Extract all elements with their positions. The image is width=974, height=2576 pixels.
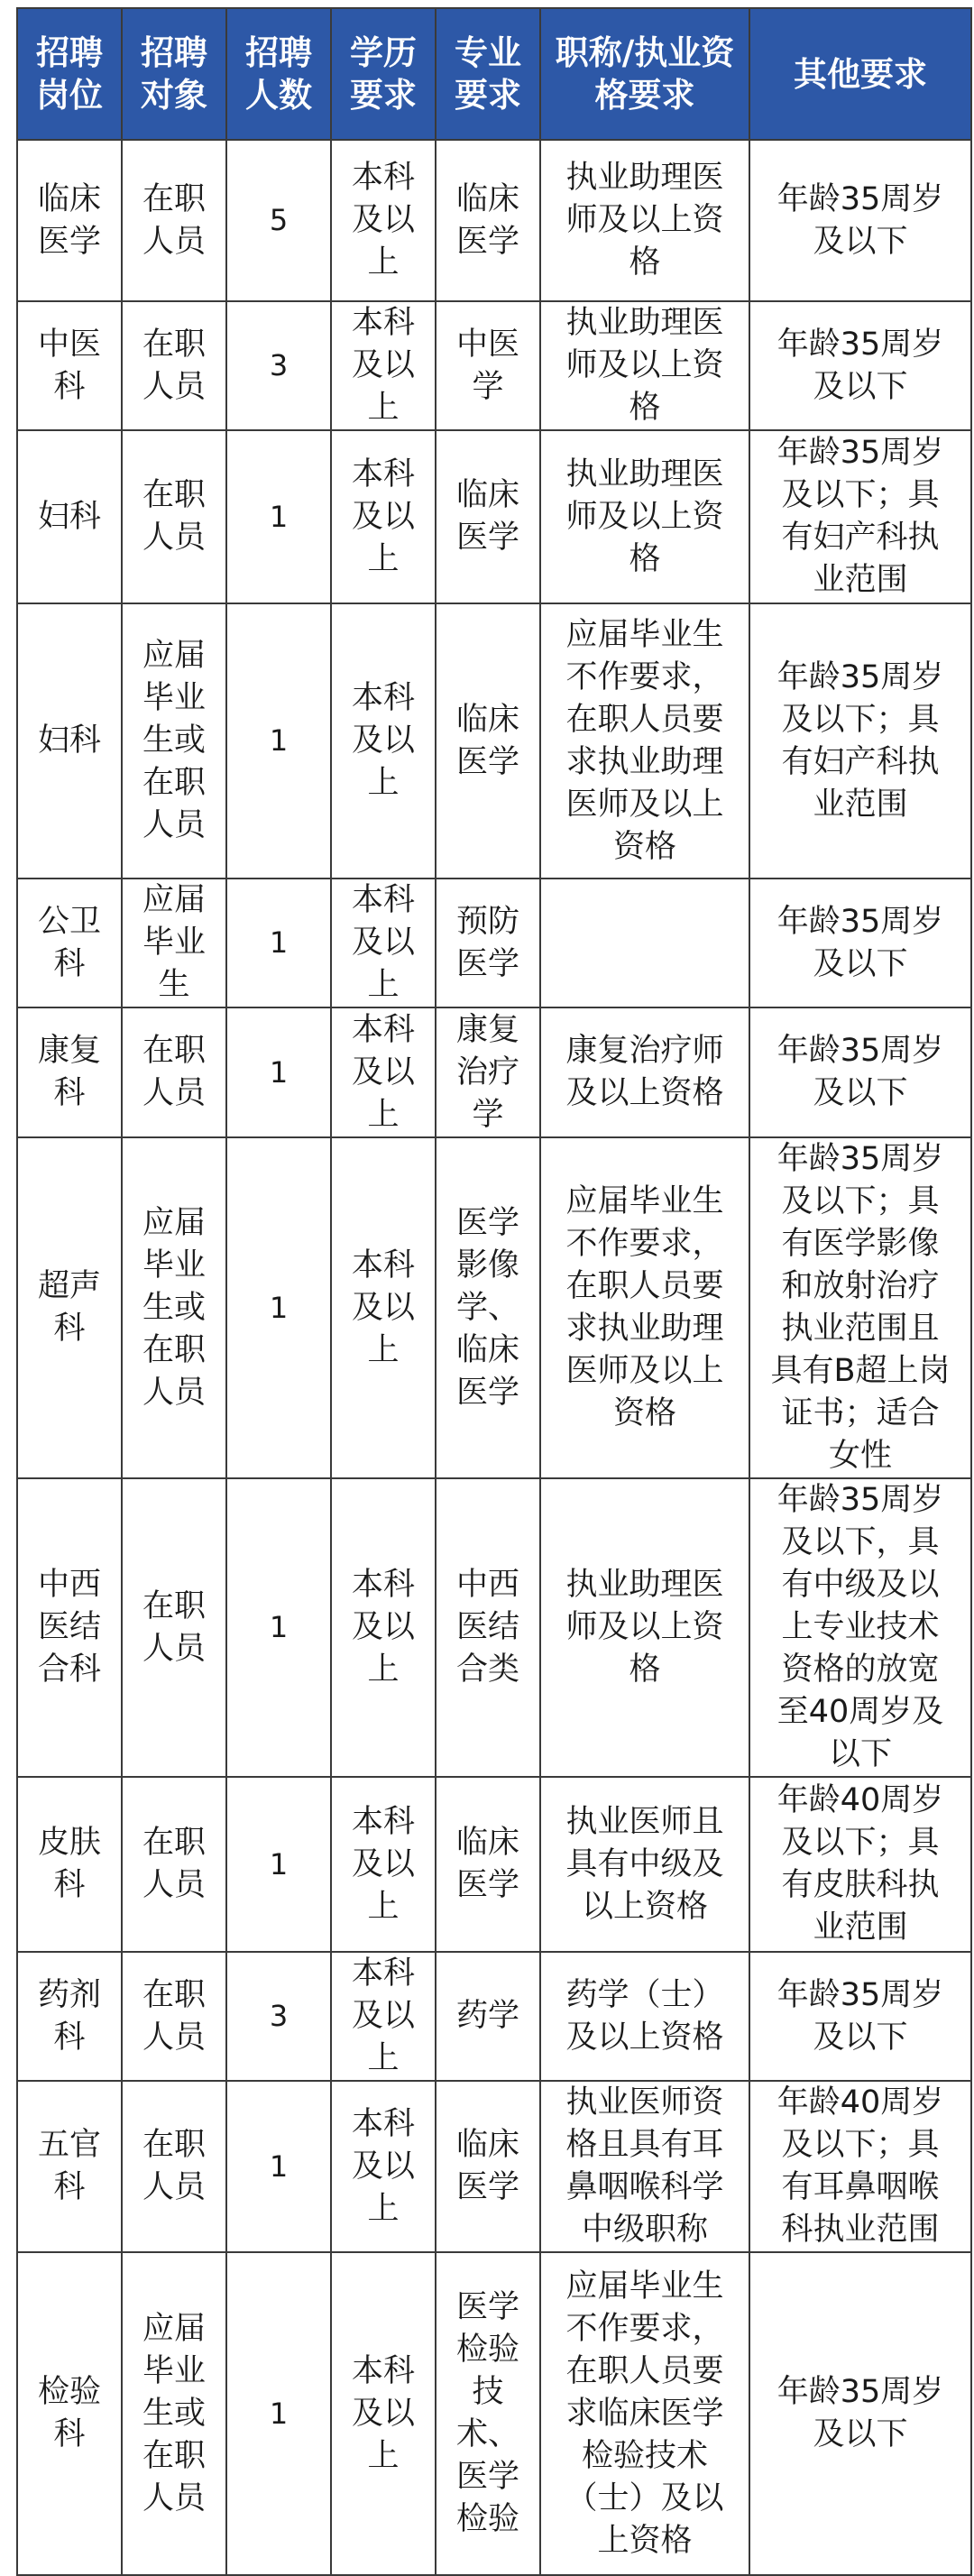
table-row (17, 2081, 971, 2252)
cell-count: 3 (226, 301, 331, 430)
table-row (17, 1007, 971, 1137)
cell-major: 临床医学 (436, 2081, 540, 2252)
cell-major: 医学检验技术、医学检验 (436, 2252, 540, 2575)
cell-target: 在职人员 (122, 1007, 226, 1137)
cell-other: 年龄35周岁及以下；具有医学影像和放射治疗执业范围且具有B超上岗证书；适合女性 (749, 1137, 971, 1478)
cell-education: 本科及以上 (331, 430, 436, 603)
cell-post: 妇科 (17, 430, 122, 603)
cell-target: 在职人员 (122, 2081, 226, 2252)
cell-count: 1 (226, 2081, 331, 2252)
cell-target: 在职人员 (122, 1478, 226, 1777)
table-row (17, 1777, 971, 1952)
cell-qualification: 康复治疗师及以上资格 (540, 1007, 749, 1137)
cell-qualification: 执业助理医师及以上资格 (540, 140, 749, 301)
cell-other: 年龄35周岁及以下 (749, 1007, 971, 1137)
cell-count: 1 (226, 1007, 331, 1137)
cell-major: 临床医学 (436, 140, 540, 301)
cell-education: 本科及以上 (331, 1952, 436, 2081)
cell-post: 皮肤科 (17, 1777, 122, 1952)
cell-post: 检验科 (17, 2252, 122, 2575)
cell-major: 临床医学 (436, 430, 540, 603)
cell-count: 1 (226, 430, 331, 603)
table-row (17, 1137, 971, 1478)
cell-target: 在职人员 (122, 1777, 226, 1952)
cell-education: 本科及以上 (331, 1777, 436, 1952)
cell-post: 妇科 (17, 603, 122, 879)
cell-major: 中医学 (436, 301, 540, 430)
cell-major: 临床医学 (436, 603, 540, 879)
cell-qualification: 执业医师资格且具有耳鼻咽喉科学中级职称 (540, 2081, 749, 2252)
cell-education: 本科及以上 (331, 2252, 436, 2575)
header-post: 招聘岗位 (17, 8, 122, 140)
cell-count: 1 (226, 1478, 331, 1777)
cell-other: 年龄40周岁及以下；具有耳鼻咽喉科执业范围 (749, 2081, 971, 2252)
cell-other: 年龄35周岁及以下，具有中级及以上专业技术资格的放宽至40周岁及以下 (749, 1478, 971, 1777)
cell-target: 在职人员 (122, 140, 226, 301)
cell-target: 应届毕业生或在职人员 (122, 1137, 226, 1478)
header-education: 学历要求 (331, 8, 436, 140)
cell-other: 年龄35周岁及以下 (749, 301, 971, 430)
cell-qualification: 药学（士）及以上资格 (540, 1952, 749, 2081)
table-row (17, 1478, 971, 1777)
cell-other: 年龄35周岁及以下 (749, 2252, 971, 2575)
cell-post: 药剂科 (17, 1952, 122, 2081)
cell-count: 1 (226, 603, 331, 879)
table-header-row (17, 8, 971, 140)
table-row (17, 879, 971, 1007)
cell-post: 中医科 (17, 301, 122, 430)
cell-qualification: 应届毕业生不作要求，在职人员要求执业助理医师及以上资格 (540, 603, 749, 879)
cell-qualification: 应届毕业生不作要求，在职人员要求执业助理医师及以上资格 (540, 1137, 749, 1478)
cell-qualification: 执业助理医师及以上资格 (540, 1478, 749, 1777)
cell-qualification: 执业医师且具有中级及以上资格 (540, 1777, 749, 1952)
cell-target: 在职人员 (122, 301, 226, 430)
cell-count: 5 (226, 140, 331, 301)
cell-target: 在职人员 (122, 1952, 226, 2081)
cell-qualification: 应届毕业生不作要求，在职人员要求临床医学检验技术（士）及以上资格 (540, 2252, 749, 2575)
cell-education: 本科及以上 (331, 1007, 436, 1137)
cell-qualification (540, 879, 749, 1007)
cell-education: 本科及以上 (331, 2081, 436, 2252)
cell-major: 中西医结合类 (436, 1478, 540, 1777)
cell-post: 公卫科 (17, 879, 122, 1007)
cell-post: 中西医结合科 (17, 1478, 122, 1777)
cell-major: 医学影像学、临床医学 (436, 1137, 540, 1478)
cell-other: 年龄35周岁及以下；具有妇产科执业范围 (749, 603, 971, 879)
table-row (17, 2252, 971, 2575)
cell-target: 应届毕业生 (122, 879, 226, 1007)
table-row (17, 603, 971, 879)
cell-post: 康复科 (17, 1007, 122, 1137)
cell-target: 在职人员 (122, 430, 226, 603)
cell-other: 年龄40周岁及以下；具有皮肤科执业范围 (749, 1777, 971, 1952)
cell-education: 本科及以上 (331, 301, 436, 430)
cell-other: 年龄35周岁及以下 (749, 879, 971, 1007)
cell-qualification: 执业助理医师及以上资格 (540, 301, 749, 430)
cell-count: 3 (226, 1952, 331, 2081)
cell-education: 本科及以上 (331, 603, 436, 879)
cell-post: 五官科 (17, 2081, 122, 2252)
table-row (17, 430, 971, 603)
cell-post: 临床医学 (17, 140, 122, 301)
cell-other: 年龄35周岁及以下；具有妇产科执业范围 (749, 430, 971, 603)
cell-education: 本科及以上 (331, 1137, 436, 1478)
cell-other: 年龄35周岁及以下 (749, 140, 971, 301)
cell-qualification: 执业助理医师及以上资格 (540, 430, 749, 603)
cell-count: 1 (226, 2252, 331, 2575)
table-row (17, 1952, 971, 2081)
recruitment-table (16, 7, 972, 2576)
header-count: 招聘人数 (226, 8, 331, 140)
cell-target: 应届毕业生或在职人员 (122, 2252, 226, 2575)
header-other: 其他要求 (749, 8, 971, 140)
cell-major: 康复治疗学 (436, 1007, 540, 1137)
table-row (17, 140, 971, 301)
header-major: 专业要求 (436, 8, 540, 140)
cell-major: 药学 (436, 1952, 540, 2081)
cell-target: 应届毕业生或在职人员 (122, 603, 226, 879)
cell-other: 年龄35周岁及以下 (749, 1952, 971, 2081)
cell-education: 本科及以上 (331, 140, 436, 301)
cell-count: 1 (226, 879, 331, 1007)
header-qualification: 职称/执业资格要求 (540, 8, 749, 140)
cell-count: 1 (226, 1777, 331, 1952)
cell-count: 1 (226, 1137, 331, 1478)
header-target: 招聘对象 (122, 8, 226, 140)
cell-major: 临床医学 (436, 1777, 540, 1952)
table-row (17, 301, 971, 430)
cell-major: 预防医学 (436, 879, 540, 1007)
cell-education: 本科及以上 (331, 1478, 436, 1777)
cell-post: 超声科 (17, 1137, 122, 1478)
cell-education: 本科及以上 (331, 879, 436, 1007)
